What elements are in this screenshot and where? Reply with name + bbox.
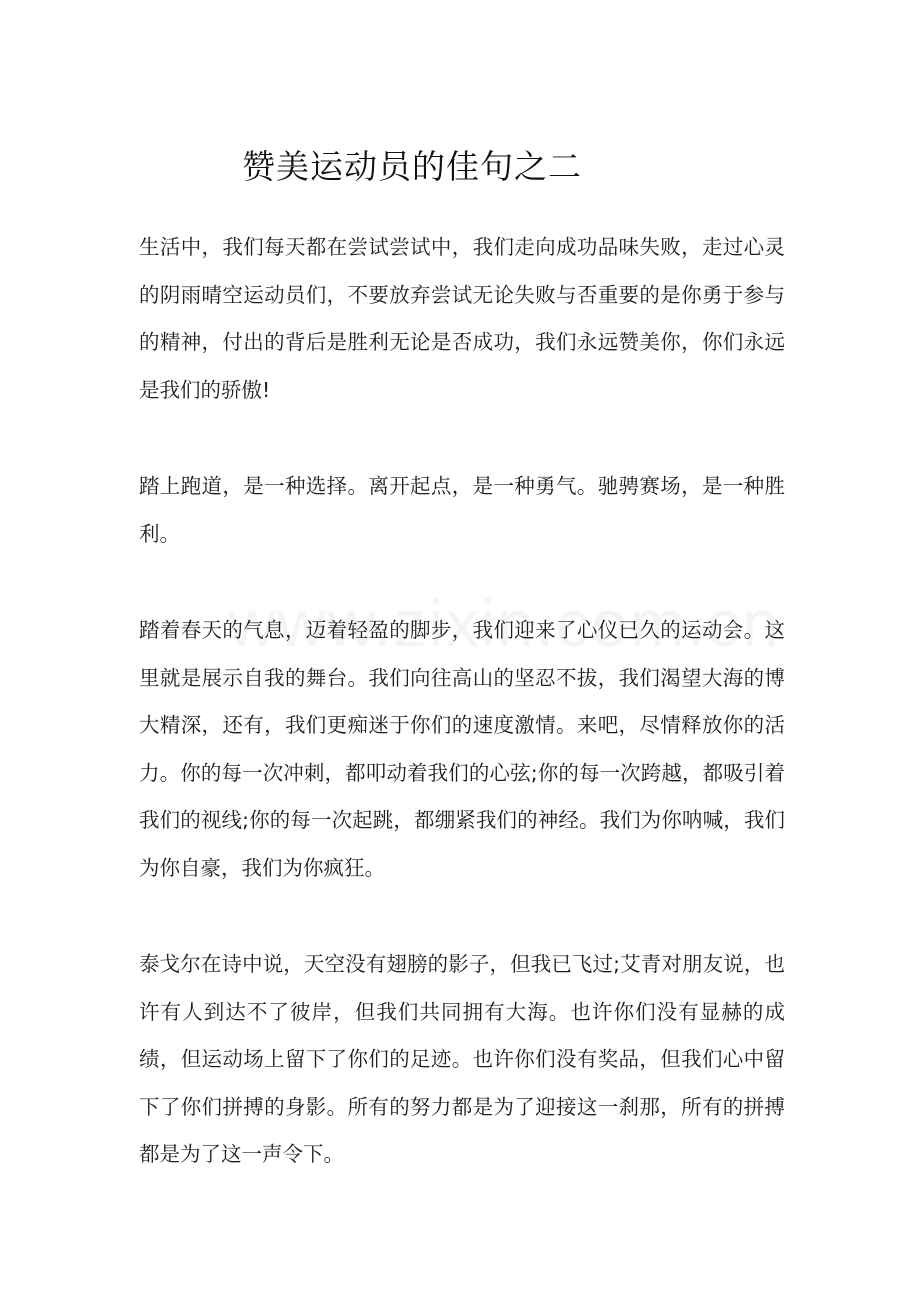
document-title: 赞美运动员的佳句之二 bbox=[242, 147, 582, 186]
paragraph-4: 泰戈尔在诗中说，天空没有翅膀的影子，但我已飞过;艾青对朋友说，也许有人到达不了彼岸，但我们共同拥有大海。也许你们没有显赫的成绩，但运动场上留下了你们的足迹。也许你们没有奖品，但我们心中留下了你们拼搏的身影。所有的努力都是为了迎接这一刹那，所有的拼搏都是为了这一声令下。 bbox=[139, 952, 785, 1166]
document-body bbox=[139, 224, 785, 1179]
paragraph-2: 踏上跑道，是一种选择。离开起点，是一种勇气。驰骋赛场，是一种胜利。 bbox=[139, 474, 785, 546]
paragraph-3: 踏着春天的气息，迈着轻盈的脚步，我们迎来了心仪已久的运动会。这里就是展示自我的舞台。我们向往高山的坚忍不拔，我们渴望大海的博大精深，还有，我们更痴迷于你们的速度激情。来吧，尽情释放你的活力。你的每一次冲刺，都叩动着我们的心弦;你的每一次跨越，都吸引着我们的视线;你的每一次起跳，都绷紧我们的神经。我们为你呐喊，我们为你自豪，我们为你疯狂。 bbox=[139, 618, 785, 880]
paragraph-1: 生活中，我们每天都在尝试尝试中，我们走向成功品味失败，走过心灵的阴雨晴空运动员们，不要放弃尝试无论失败与否重要的是你勇于参与的精神，付出的背后是胜利无论是否成功，我们永远赞美你，你们永远是我们的骄傲! bbox=[139, 235, 785, 402]
